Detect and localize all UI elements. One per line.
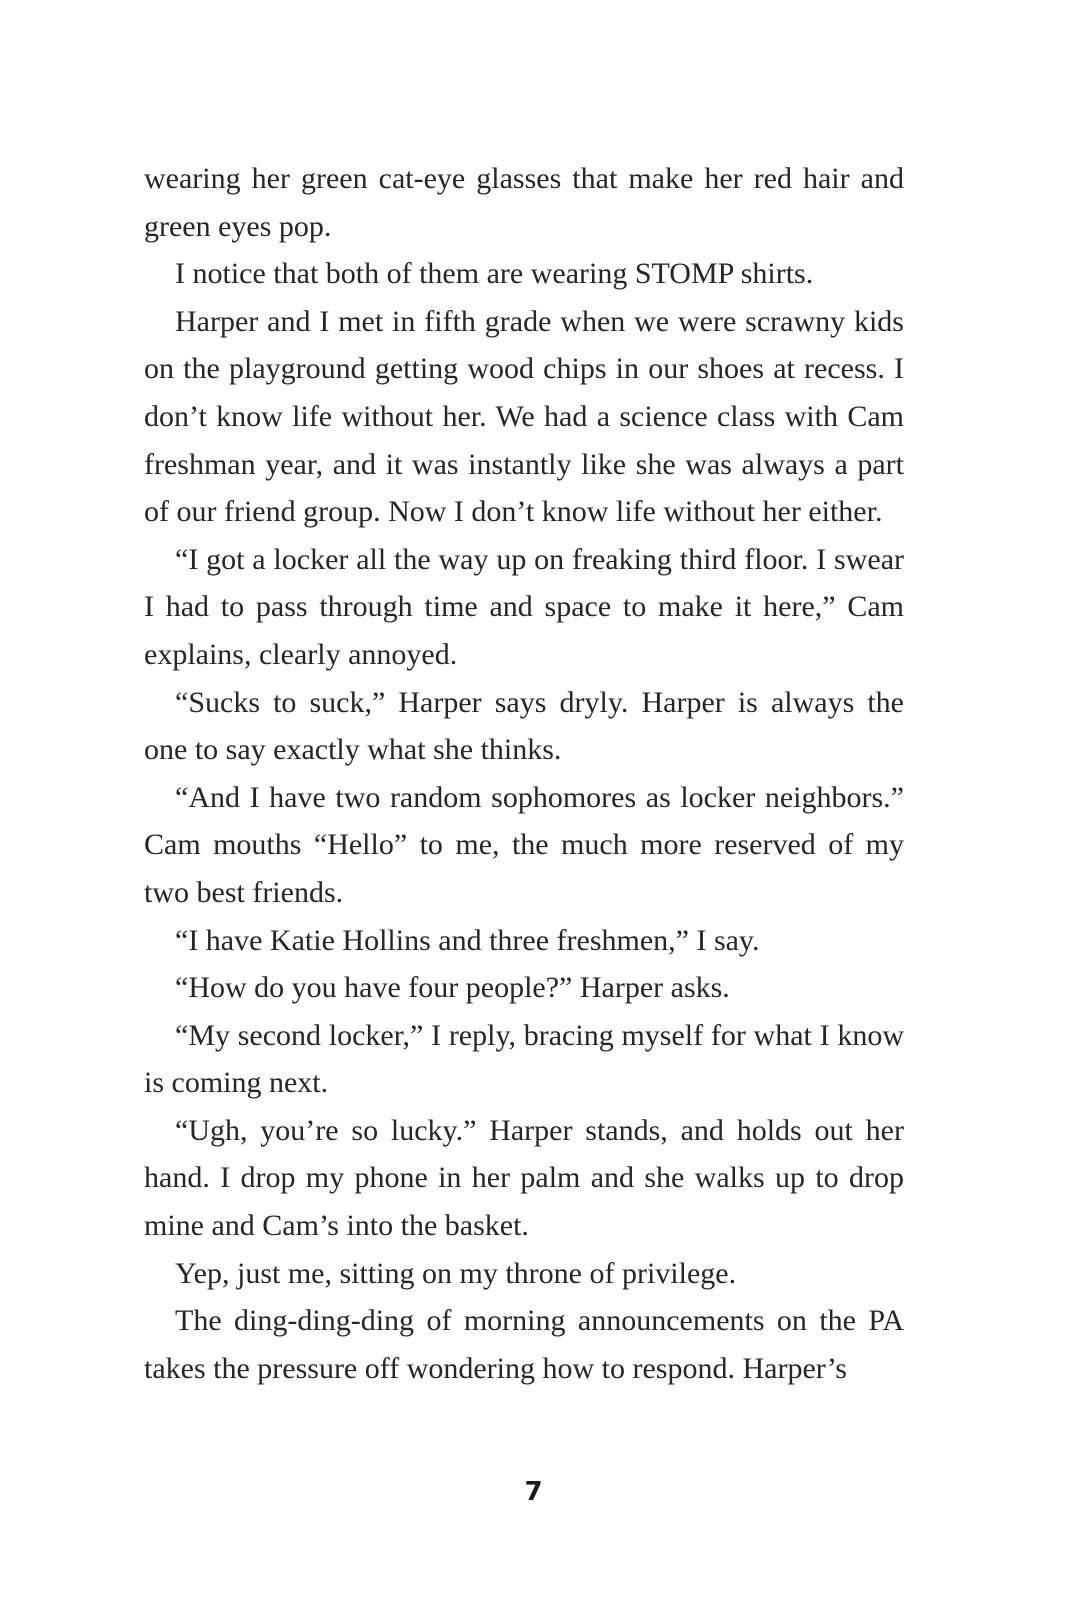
body-text xyxy=(144,155,904,1392)
paragraph: Yep, just me, sitting on my throne of privilege. xyxy=(175,1256,737,1290)
paragraph: “My second locker,” I reply, bracing myself for what I know is coming next. xyxy=(144,1018,904,1100)
paragraph: “Ugh, you’re so lucky.” Harper stands, and holds out her hand. I drop my phone in her palm and she walks up to drop mine and Cam’s into the basket. xyxy=(144,1113,904,1243)
paragraph: “I have Katie Hollins and three freshmen,” I say. xyxy=(175,923,760,957)
paragraph: “How do you have four people?” Harper asks. xyxy=(175,971,730,1005)
page-number: 7 xyxy=(524,1477,543,1507)
paragraph: “Sucks to suck,” Harper says dryly. Harper is always the one to say exactly what she thinks. xyxy=(144,685,904,767)
paragraph-continuation: wearing her green cat-eye glasses that make her red hair and green eyes pop. xyxy=(144,162,904,243)
paragraph: “I got a locker all the way up on freaking third floor. I swear I had to pass through time and space to make it here,” Cam explains, clearly annoyed. xyxy=(144,542,904,671)
paragraph: “And I have two random sophomores as locker neighbors.” Cam mouths “Hello” to me, the much more reserved of my two best friends. xyxy=(144,780,904,909)
paragraph: Harper and I met in fifth grade when we were scrawny kids on the playground getting wood chips in our shoes at recess. I don’t know life without her. We had a science class with Cam freshman year, and it was instantly like she was always a part of our friend group. Now I don’t know life without her either. xyxy=(144,304,904,529)
paragraph: The ding-ding-ding of morning announcements on the PA takes the pressure off wondering how to respond. Harper’s xyxy=(144,1304,904,1385)
paragraph: I notice that both of them are wearing STOMP shirts. xyxy=(175,257,814,291)
